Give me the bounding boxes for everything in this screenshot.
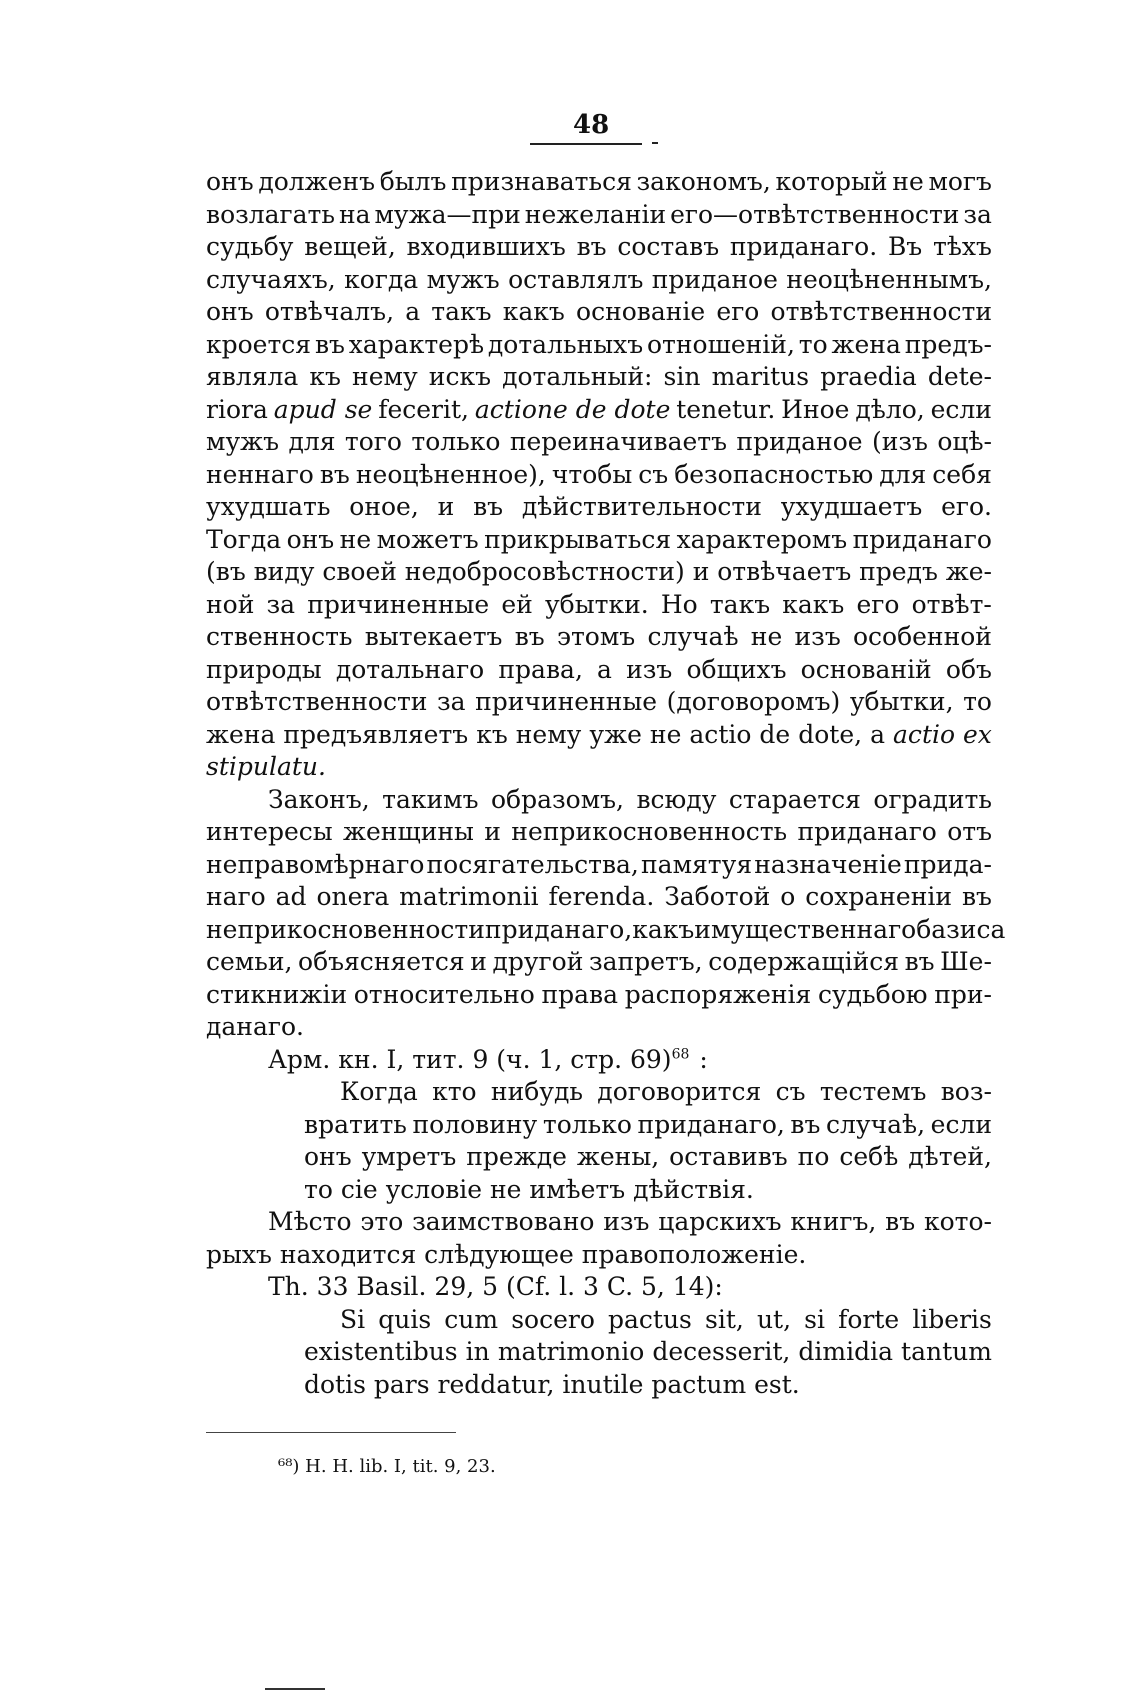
text-line (206, 881, 992, 914)
word: недобросовѣстности) (404, 557, 685, 586)
word: могъ (928, 167, 992, 196)
word: наго (206, 882, 266, 911)
word: своей (322, 557, 397, 586)
word: переиначиваетъ (509, 427, 728, 456)
word: это (360, 1207, 404, 1236)
word: неприкосновенности (206, 914, 485, 944)
word: царскихъ (658, 1207, 782, 1236)
text-line (206, 329, 992, 362)
quote-latin-law (206, 1304, 992, 1402)
text-run: рыхъ находится слѣдующее правоположеніе. (206, 1239, 807, 1269)
word: въ (790, 1109, 821, 1139)
word: сохраненіи (805, 882, 953, 911)
word: причиненные (475, 687, 658, 716)
word: по (797, 1142, 830, 1171)
word: искъ (428, 362, 491, 391)
word: приданаго (852, 524, 992, 554)
paragraph-dowry-liability (206, 166, 992, 784)
italic-text: actio ex (893, 719, 992, 749)
text-line (206, 1044, 992, 1077)
text-line (206, 361, 992, 394)
word: содержащійся (708, 947, 900, 976)
word: въ (319, 459, 350, 489)
word: входившихъ (406, 232, 566, 261)
word: онъ (304, 1142, 352, 1171)
word: ственность (206, 622, 353, 651)
word: предъ (859, 557, 938, 586)
word: причиненные (307, 589, 490, 619)
word: ad (275, 882, 307, 911)
word: и (470, 947, 487, 976)
word: не (649, 719, 682, 749)
word: особенной (852, 622, 992, 651)
word: убытки, (849, 687, 954, 716)
word: какъ (632, 914, 695, 944)
word: природы (206, 654, 322, 684)
word: мужъ (206, 427, 280, 456)
word: dete- (927, 362, 992, 391)
word: onera (316, 882, 390, 911)
text-line (206, 589, 992, 622)
word: не (750, 622, 783, 651)
word: Иное (781, 394, 850, 424)
word: отвѣчаетъ (717, 557, 852, 586)
word: основаніе (576, 297, 706, 326)
word: мужа—при (374, 199, 521, 229)
word: pactus (608, 1304, 692, 1334)
text-line (206, 166, 992, 199)
word: ей (501, 589, 533, 619)
word: какъ (502, 297, 565, 326)
word: такъ (431, 297, 492, 326)
word: изъ (794, 622, 841, 651)
word: всюду (636, 784, 717, 814)
word: изъ (626, 654, 673, 684)
text-line (206, 524, 992, 557)
word: мужъ (426, 264, 500, 294)
text-line (206, 491, 992, 524)
word: въ (473, 492, 504, 521)
word: sin (663, 362, 701, 391)
word: къ (476, 719, 508, 749)
word: оставлялъ (508, 264, 644, 294)
word: ухудшать (206, 492, 331, 521)
word: Но (660, 589, 698, 619)
word: quis (378, 1304, 432, 1334)
word: отвѣтственности (770, 297, 992, 326)
word: дѣтей, (908, 1142, 992, 1171)
word: случаяхъ, (206, 264, 336, 294)
word: права (541, 979, 619, 1009)
text-run: dotis pars reddatur, inutile pactum est. (304, 1369, 800, 1399)
word: de (759, 719, 791, 749)
text-line (206, 946, 992, 979)
word: жены, (576, 1142, 660, 1171)
word: предъявляетъ (283, 719, 469, 749)
word: (въ (206, 557, 246, 586)
citation-armenopulos (206, 1044, 992, 1077)
footnote-reference: 68 (671, 1046, 690, 1063)
word: нему (515, 719, 582, 749)
text-line (206, 654, 992, 687)
word: только (411, 427, 501, 456)
text-line (206, 1304, 992, 1337)
word: decesserit, (652, 1337, 791, 1366)
word: Заботой (664, 882, 771, 911)
word: за (266, 589, 296, 619)
word: si (804, 1304, 825, 1334)
word: назначеніе (754, 849, 902, 879)
word: другой (492, 947, 584, 976)
word: приданаго (797, 817, 937, 846)
word: умретъ (361, 1142, 457, 1171)
text-line (206, 719, 992, 752)
word: базиса (916, 914, 1006, 944)
word: предъ- (904, 329, 992, 359)
word: тестемъ (819, 1077, 927, 1106)
body-text (206, 166, 1006, 1401)
text-run: Арм. кн. I, тит. 9 (ч. 1, стр. 69)$^{68}$ (268, 1044, 690, 1074)
word: женщины (343, 817, 474, 846)
word: интересы (206, 817, 333, 846)
word: приданаго, (484, 914, 633, 944)
word: а (870, 719, 886, 749)
word: на (338, 199, 371, 229)
word: ухудшаетъ (780, 492, 923, 521)
word: ut, (756, 1304, 792, 1334)
word: riora (206, 394, 268, 424)
word: tenetur. (676, 394, 776, 424)
paragraph-law-protects-dowry (206, 784, 1006, 1044)
word: praedia (820, 362, 917, 391)
word: являла (206, 362, 299, 391)
word: такъ (709, 589, 771, 619)
word: dimidia (798, 1337, 893, 1366)
text-line (206, 1109, 992, 1142)
word: основаній (800, 654, 932, 684)
word: случаѣ, (826, 1109, 926, 1139)
word: dote, (798, 719, 863, 749)
text-run: то сіе условіе не имѣетъ дѣйствія. (304, 1174, 754, 1204)
word: отвѣт- (911, 589, 992, 619)
word: въ (314, 329, 345, 359)
word: его (716, 297, 760, 326)
word: неоцѣненнымъ, (786, 264, 992, 294)
word: отвѣтственности (206, 687, 428, 716)
word: объясняется (298, 947, 465, 976)
word: оставивъ (669, 1142, 788, 1171)
word: приданое (651, 264, 778, 294)
quote-russian-law (206, 1076, 992, 1206)
word: прида- (903, 849, 992, 879)
word: который (775, 167, 888, 196)
word: кото- (923, 1207, 992, 1236)
word: Тогда (206, 524, 282, 554)
word: а (405, 297, 421, 326)
word: кто (432, 1077, 477, 1106)
word: для (879, 459, 927, 489)
text-line (206, 1206, 992, 1239)
word: дотальныхъ (487, 329, 644, 359)
text-line (206, 751, 992, 784)
word: безопасностью (674, 459, 874, 489)
word: matrimonii (399, 882, 539, 911)
word: онъ (286, 524, 335, 554)
word: судьбу (206, 232, 294, 261)
word: изъ (603, 1207, 650, 1236)
word: приданое (736, 427, 863, 456)
word: закономъ, (636, 167, 771, 196)
word: оцѣ- (937, 427, 992, 456)
word: Мѣсто (268, 1207, 352, 1236)
word: въ (904, 947, 935, 976)
word: чтобы (551, 459, 633, 489)
word: для (288, 427, 336, 456)
word: приданаго. (729, 232, 878, 261)
word: отъ (947, 817, 992, 846)
word: sit, (705, 1304, 744, 1334)
footnote: ⁶⁸) Н. Н. lib. I, tit. 9, 23. (278, 1456, 496, 1477)
word: объ (945, 654, 992, 684)
text-line (206, 1271, 992, 1304)
word: maritus (711, 362, 810, 391)
word: заимствовано (412, 1207, 595, 1236)
text-line (206, 1369, 992, 1402)
word: онъ (206, 167, 254, 196)
word: запретъ, (588, 947, 703, 976)
word: (изъ (871, 427, 928, 456)
word: fecerit, (378, 394, 469, 424)
text-line (206, 459, 992, 492)
header-rule (530, 143, 642, 145)
word: дѣйствительности (521, 492, 762, 521)
word: если (930, 394, 992, 424)
word: былъ (379, 167, 447, 196)
text-line (206, 1076, 992, 1109)
word: семьи, (206, 947, 293, 976)
word: то (798, 329, 828, 359)
text-line (206, 816, 992, 849)
word: Ше- (940, 947, 992, 976)
word: старается (728, 784, 861, 814)
text-line (206, 426, 992, 459)
word: какъ (782, 589, 845, 619)
word: ferenda. (548, 882, 655, 911)
word: себѣ (839, 1142, 899, 1171)
word: въ (885, 1207, 916, 1236)
word: посягательства, (426, 849, 639, 879)
word: дотальнаго (335, 654, 485, 684)
word: его. (941, 492, 992, 521)
italic-text: actione de dote (474, 394, 671, 424)
text-line (206, 1239, 992, 1272)
word: онъ (206, 297, 254, 326)
word: forte (838, 1304, 900, 1334)
text-line (206, 1336, 992, 1369)
word: нибудь (490, 1077, 583, 1106)
text-line (206, 199, 992, 232)
word: не (339, 524, 372, 554)
word: того (344, 427, 402, 456)
word: памятуя (641, 849, 753, 879)
word: такимъ (382, 784, 479, 814)
italic-text: apud se (273, 394, 373, 424)
text-line (206, 914, 1006, 947)
text-line (206, 979, 992, 1012)
word: неправомѣрнаго (206, 849, 425, 879)
word: уже (589, 719, 642, 749)
word: а (597, 654, 612, 684)
word: судьбою (817, 979, 928, 1009)
text-run: : (699, 1044, 708, 1074)
word: его (856, 589, 900, 619)
word: случаѣ (647, 622, 739, 651)
page-number: 48 (573, 110, 610, 140)
word: въ (514, 622, 545, 651)
text-line (206, 1174, 992, 1207)
word: права, (498, 654, 583, 684)
word: Въ (887, 232, 923, 261)
word: характерѣ (348, 329, 485, 359)
footnote-rule (206, 1432, 456, 1433)
text-line (206, 231, 992, 264)
word: оградить (873, 784, 992, 814)
paragraph-source-note (206, 1206, 992, 1271)
text-line (206, 849, 992, 882)
word: книгъ, (790, 1207, 877, 1236)
header-rule-dot (652, 142, 658, 144)
word: вещей, (304, 232, 396, 261)
bottom-rule (265, 1688, 325, 1690)
word: когда (344, 264, 419, 294)
text-line (206, 264, 992, 297)
word: дотальный: (502, 362, 653, 391)
citation-basilica (206, 1271, 992, 1304)
word: воз- (940, 1077, 992, 1106)
word: нему (352, 362, 418, 391)
word: съ (638, 459, 669, 489)
word: въ (576, 232, 607, 261)
word: договорится (597, 1077, 762, 1106)
text-line (206, 1141, 992, 1174)
word: въ (961, 882, 992, 911)
word: отношеній, (647, 329, 795, 359)
word: вратить (304, 1109, 407, 1139)
word: половину (412, 1109, 538, 1139)
word: existentibus (304, 1337, 458, 1366)
word: же- (945, 557, 992, 586)
text-line (206, 621, 992, 654)
word: in (465, 1337, 490, 1366)
word: при- (934, 979, 992, 1009)
word: приданаго, (637, 1109, 785, 1139)
word: виду (253, 557, 315, 586)
word: нежеланіи (524, 199, 667, 229)
text-line (206, 686, 992, 719)
text-line (206, 556, 992, 589)
word: неприкосновенность (511, 817, 788, 846)
word: ной (206, 589, 255, 619)
word: если (930, 1109, 992, 1139)
word: неоцѣненное), (355, 459, 546, 489)
text-run: данаго. (206, 1012, 304, 1041)
word: Законъ, (268, 784, 370, 814)
word: возлагать (206, 199, 335, 229)
word: socero (511, 1304, 595, 1334)
word: за (963, 199, 992, 229)
word: распоряженія (624, 979, 812, 1009)
word: cum (444, 1304, 499, 1334)
word: неннаго (206, 459, 314, 489)
word: себя (932, 459, 992, 489)
text-line (206, 296, 992, 329)
word: образомъ, (491, 784, 624, 814)
word: можетъ (376, 524, 479, 554)
word: относительно (353, 979, 535, 1009)
word: дѣло, (855, 394, 925, 424)
word: только (542, 1109, 632, 1139)
word: о (780, 882, 796, 911)
text-line (206, 1011, 992, 1044)
word: убытки. (544, 589, 649, 619)
word: не (892, 167, 924, 196)
word: (договоромъ) (666, 687, 841, 716)
word: matrimonio (497, 1337, 645, 1366)
word: Si (340, 1304, 366, 1334)
word: этомъ (556, 622, 636, 651)
word: прежде (466, 1142, 567, 1171)
word: вытекаетъ (364, 622, 503, 651)
word: tantum (901, 1337, 992, 1366)
word: имущественнаго (694, 914, 917, 944)
word: тѣхъ (932, 232, 992, 261)
word: за (436, 687, 466, 716)
word: составъ (617, 232, 720, 261)
word: Когда (340, 1077, 418, 1106)
text-run: Th. 33 Basil. 29, 5 (Cf. l. 3 C. 5, 14): (268, 1272, 723, 1301)
text-line (206, 394, 992, 427)
word: его—отвѣтственности (670, 199, 960, 229)
word: и (484, 817, 501, 846)
word: долженъ (258, 167, 375, 196)
word: прикрываться (484, 524, 672, 554)
word: характеромъ (676, 524, 848, 554)
word: стикнижіи (206, 979, 348, 1009)
word: actio (689, 719, 752, 749)
word: кроется (206, 329, 312, 359)
word: общихъ (686, 654, 787, 684)
word: жена (831, 329, 901, 359)
word: признаваться (451, 167, 632, 196)
text-line (206, 784, 992, 817)
word: и (692, 557, 710, 586)
word: оное, (349, 492, 419, 521)
word: съ (775, 1077, 806, 1106)
word: то (963, 687, 992, 716)
word: и (437, 492, 455, 521)
word: жена (206, 719, 276, 749)
word: къ (309, 362, 341, 391)
italic-text: stipulatu. (206, 752, 326, 781)
word: отвѣчалъ, (264, 297, 395, 326)
word: liberis (912, 1304, 992, 1334)
